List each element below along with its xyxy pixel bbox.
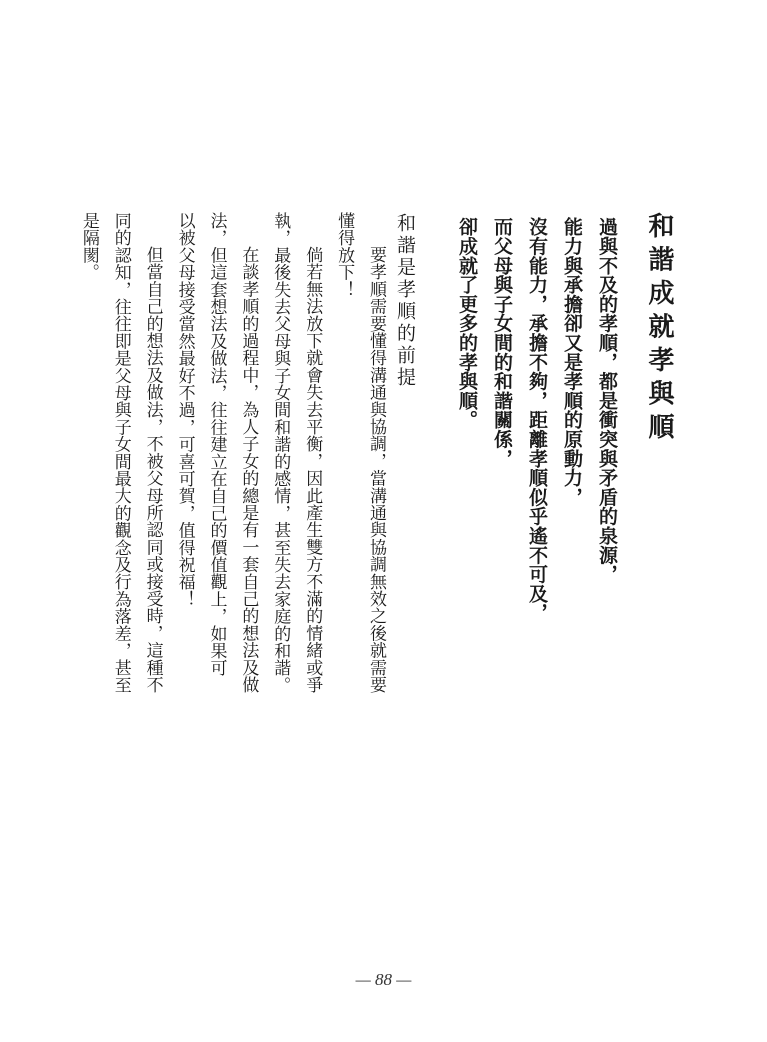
body-line: 法，但這套想法及做法，往往建立在自己的價值觀上，如果可 [206,212,227,677]
body-line: 在談孝順的過程中，為人子女的總是有一套自己的想法及做 [238,246,259,694]
section-heading: 和諧是孝順的前提 [394,213,416,389]
intro-line: 沒有能力，承擔不夠，距離孝順似乎遙不可及， [526,217,548,623]
body-line: 執，最後失去父母與子女間和諧的感情，甚至失去家庭的和諧。 [270,212,291,694]
body-line: 以被父母接受當然最好不過，可喜可賀，值得祝福！ [174,212,195,608]
intro-line: 卻成就了更多的孝與順。 [456,217,478,430]
intro-poem [449,217,624,622]
page-number: — 88 — [355,970,412,989]
body-line: 懂得放下！ [334,212,355,298]
body-line: 同的認知，往往即是父母與子女間最大的觀念及行為落差，甚至 [110,212,131,694]
body-text [72,212,391,694]
body-line: 但當自己的想法及做法，不被父母所認同或接受時，這種不 [142,246,163,694]
body-line: 要孝順需要懂得溝通與協調，當溝通與協調無效之後就需要 [366,246,386,694]
chapter-title: 和諧成就孝與順 [644,212,674,447]
body-line: 倘若無法放下就會失去平衡，因此產生雙方不滿的情緒或爭 [302,246,323,694]
body-line: 是隔閡。 [78,212,99,281]
intro-line: 而父母與子女間的和諧關係， [491,217,513,468]
intro-line: 能力與承擔卻又是孝順的原動力， [561,217,583,507]
intro-line: 過與不及的孝順，都是衝突與矛盾的泉源， [596,217,618,584]
